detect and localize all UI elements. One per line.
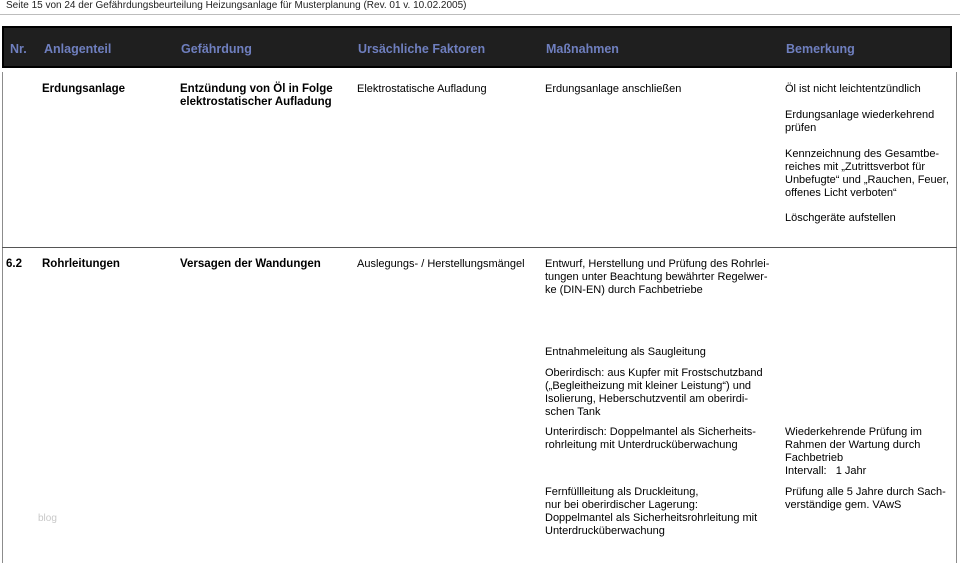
row-rohr-bemerkung-1c: Fachbetrieb xyxy=(785,452,844,464)
row-erdung-massnahmen: Erdungsanlage anschließen xyxy=(545,83,682,95)
row-rohr-massnahme-1b: tungen unter Beachtung bewährter Regelwer- xyxy=(545,271,768,283)
page-header-text: Seite 15 von 24 der Gefährdungsbeurteilung Heizungsanlage für Musterplanung (Rev. 01 v. 10.02.2005) xyxy=(6,0,467,11)
row-rohr-massnahme-1a: Entwurf, Herstellung und Prüfung des Rohrlei- xyxy=(545,258,770,270)
header-massnahmen: Maßnahmen xyxy=(546,42,619,56)
row-erdung-bemerkung-3a: Kennzeichnung des Gesamtbe- xyxy=(785,148,940,160)
row-rohr-massnahme-5a: Fernfüllleitung als Druckleitung, xyxy=(545,486,699,498)
row-erdung-bemerkung-3c: Unbefugte“ und „Rauchen, Feuer, xyxy=(785,174,949,186)
row-separator xyxy=(2,247,957,248)
row-erdung-bemerkung-1: Öl ist nicht leichtentzündlich xyxy=(785,83,921,95)
row-rohr-massnahme-3c: Isolierung, Heberschutzventil am oberirdi- xyxy=(545,393,748,405)
row-erdung-bemerkung-2b: prüfen xyxy=(785,122,817,134)
row-rohr-massnahme-3b: („Begleitheizung mit kleiner Leistung“) und xyxy=(545,380,752,392)
table-header xyxy=(2,26,952,68)
header-nr: Nr. xyxy=(10,42,27,56)
row-rohr-nr: 6.2 xyxy=(6,258,22,270)
row-rohr-gefaehrdung: Versagen der Wandungen xyxy=(180,258,321,270)
row-erdung-faktoren: Elektrostatische Aufladung xyxy=(357,83,487,95)
row-rohr-massnahme-5c: Doppelmantel als Sicherheitsrohrleitung mit xyxy=(545,512,758,524)
row-erdung-bemerkung-3b: reiches mit „Zutrittsverbot für xyxy=(785,161,925,173)
row-rohr-massnahme-4b: rohrleitung mit Unterdrucküberwachung xyxy=(545,439,738,451)
row-rohr-massnahme-5d: Unterdrucküberwachung xyxy=(545,525,665,537)
row-rohr-anlagenteil: Rohrleitungen xyxy=(42,258,120,270)
row-rohr-massnahme-3d: schen Tank xyxy=(545,406,601,418)
row-erdung-bemerkung-3d: offenes Licht verboten“ xyxy=(785,187,897,199)
header-anlagenteil: Anlagenteil xyxy=(44,42,112,56)
row-rohr-massnahme-2: Entnahmeleitung als Saugleitung xyxy=(545,346,706,358)
header-bemerkung: Bemerkung xyxy=(786,42,855,56)
row-rohr-bemerkung-1a: Wiederkehrende Prüfung im xyxy=(785,426,922,438)
row-rohr-bemerkung-2a: Prüfung alle 5 Jahre durch Sach- xyxy=(785,486,946,498)
page-header-bar xyxy=(0,0,960,15)
row-erdung-gefaehrdung-1: Entzündung von Öl in Folge xyxy=(180,83,333,95)
watermark-text: blog xyxy=(38,513,57,524)
row-rohr-bemerkung-2b: verständige gem. VAwS xyxy=(785,499,902,511)
row-rohr-massnahme-4a: Unterirdisch: Doppelmantel als Sicherheits- xyxy=(545,426,756,438)
row-rohr-massnahme-1c: ke (DIN-EN) durch Fachbetriebe xyxy=(545,284,703,296)
row-rohr-faktoren: Auslegungs- / Herstellungsmängel xyxy=(357,258,525,270)
row-rohr-bemerkung-1b: Rahmen der Wartung durch xyxy=(785,439,921,451)
row-erdung-bemerkung-4: Löschgeräte aufstellen xyxy=(785,212,896,224)
row-erdung-anlagenteil: Erdungsanlage xyxy=(42,83,126,95)
header-gefaehrdung: Gefährdung xyxy=(181,42,252,56)
row-erdung-bemerkung-2a: Erdungsanlage wiederkehrend xyxy=(785,109,935,121)
row-rohr-bemerkung-1d: Intervall: 1 Jahr xyxy=(785,465,867,477)
header-faktoren: Ursächliche Faktoren xyxy=(358,42,486,56)
row-erdung-gefaehrdung-2: elektrostatischer Aufladung xyxy=(180,96,332,108)
row-rohr-massnahme-5b: nur bei oberirdischer Lagerung: xyxy=(545,499,698,511)
row-rohr-massnahme-3a: Oberirdisch: aus Kupfer mit Frostschutzband xyxy=(545,367,763,379)
